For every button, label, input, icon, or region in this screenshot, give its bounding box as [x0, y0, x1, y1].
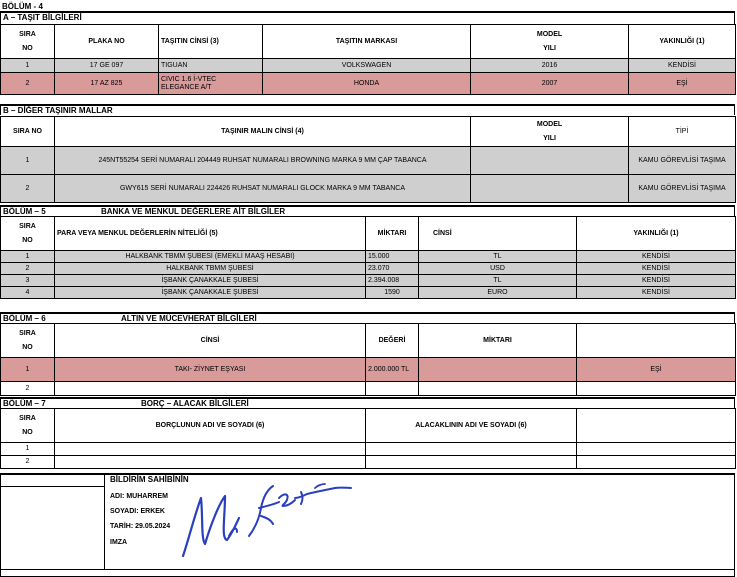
cell-alacakli: [366, 443, 577, 456]
cell-yil: 2016: [471, 59, 629, 73]
cell-sira: 1: [1, 147, 55, 175]
cell-yil: 2007: [471, 73, 629, 95]
bolum7-title-text: BÖLÜM – 7: [3, 399, 46, 408]
header-no: NO: [22, 343, 33, 351]
cell-cins: [55, 382, 366, 396]
table-row: [1, 287, 736, 299]
debt-table: [0, 408, 736, 469]
header-tasinir-cinsi: TAŞINIR MALIN CİNSİ (4): [55, 117, 471, 147]
cell-borclu: [55, 443, 366, 456]
movables-table: [0, 116, 736, 203]
cell-sira: 4: [1, 287, 55, 299]
cell-model: [471, 147, 629, 175]
header-model: MODEL: [536, 30, 563, 38]
cell-borclu: [55, 456, 366, 469]
cell-nitelik: İŞBANK ÇANAKKALE ŞUBESİ: [55, 275, 366, 287]
bolum7-title: [0, 397, 735, 408]
cell-sira: 2: [1, 456, 55, 469]
cell-miktar: [419, 382, 577, 396]
header-yili: YILI: [543, 134, 556, 142]
cell-miktar: 2.394.008: [366, 275, 419, 287]
cell-yakinlik: KENDİSİ: [577, 251, 736, 263]
header-miktari: MİKTARI: [366, 217, 419, 251]
bank-table-header: [1, 217, 736, 251]
header-cinsi: CİNSİ: [55, 324, 366, 358]
cell-yakinlik: KENDİSİ: [577, 263, 736, 275]
header-empty: [577, 324, 736, 358]
cell-cins: TL: [419, 275, 577, 287]
cell-yakinlik: EŞİ: [629, 73, 736, 95]
cell-tipi: KAMU GÖREVLİSİ TAŞIMA: [629, 147, 736, 175]
cell-deger: 2.000.000 TL: [366, 358, 419, 382]
cell-cinsi-line2: ELEGANCE A/T: [161, 83, 212, 91]
owner-title: BİLDİRİM SAHİBİNİN: [110, 475, 189, 484]
section-a-title-text: A – TAŞIT BİLGİLERİ: [3, 13, 82, 22]
cell-sira: 1: [1, 251, 55, 263]
cell-yakinlik: EŞİ: [577, 358, 736, 382]
cell-sira: 1: [1, 358, 55, 382]
header-sira: SIRA: [19, 414, 36, 422]
table-row: [1, 147, 736, 175]
header-cinsi: CİNSİ: [419, 217, 577, 251]
cell-miktar: 15.000: [366, 251, 419, 263]
bolum6-title: [0, 312, 735, 323]
cell-plaka: 17 AZ 825: [55, 73, 159, 95]
cell-sira: 2: [1, 175, 55, 203]
cell-cins: TL: [419, 251, 577, 263]
header-yakinligi: YAKINLIĞI (1): [577, 217, 736, 251]
cell-miktar: 1590: [366, 287, 419, 299]
table-row: [1, 263, 736, 275]
cell-miktar: [419, 358, 577, 382]
header-yakinligi: YAKINLIĞI (1): [629, 25, 736, 59]
table-row: [1, 358, 736, 382]
table-row: [1, 443, 736, 456]
header-empty: [577, 409, 736, 443]
header-tasit-markasi: TAŞITIN MARKASI: [263, 25, 471, 59]
cell-cinsi: GWY615 SERİ NUMARALI 224426 RUHSAT NUMARALI GLOCK MARKA 9 MM TABANCA: [55, 175, 471, 203]
cell-cins: USD: [419, 263, 577, 275]
header-model: MODEL: [536, 120, 563, 128]
header-yili: YILI: [543, 44, 556, 52]
table-row: [1, 251, 736, 263]
cell-sira: 1: [1, 443, 55, 456]
header-sira: SIRA: [19, 329, 36, 337]
cell-cins: TAKI- ZİYNET EŞYASI: [55, 358, 366, 382]
header-no: NO: [22, 44, 33, 52]
cell-model: [471, 175, 629, 203]
bolum5-title-text: BÖLÜM – 5: [3, 207, 46, 216]
section-a-title: [0, 13, 735, 24]
owner-name: ADI: MUHARREM: [110, 493, 168, 500]
bolum6-subtitle: ALTIN VE MÜCEVHERAT BİLGİLERİ: [121, 314, 257, 323]
cell-nitelik: HALKBANK TBMM ŞUBESİ (EMEKLİ MAAŞ HESABI): [55, 251, 366, 263]
cell-nitelik: HALKBANK TBMM ŞUBESİ: [55, 263, 366, 275]
cell-sira: 3: [1, 275, 55, 287]
cell-sira: 2: [1, 382, 55, 396]
cell-sira: 2: [1, 263, 55, 275]
bank-table: [0, 216, 736, 299]
table-row: [1, 73, 736, 95]
cell-empty: [577, 443, 736, 456]
cell-empty: [577, 456, 736, 469]
header-nitelik: PARA VEYA MENKUL DEĞERLERİN NİTELİĞİ (5): [55, 217, 366, 251]
owner-divider-vertical: [104, 475, 105, 569]
owner-signature-label: IMZA: [110, 539, 128, 546]
movables-table-header: [1, 117, 736, 147]
vehicle-table-header: [1, 25, 736, 59]
debt-table-header: [1, 409, 736, 443]
header-sira: SIRA: [19, 222, 36, 230]
bolum5-title: [0, 205, 735, 216]
cell-cins: EURO: [419, 287, 577, 299]
header-no: NO: [22, 428, 33, 436]
bolum4-title: BÖLÜM - 4: [0, 0, 735, 13]
cell-cinsi: 245NT55254 SERİ NUMARALI 204449 RUHSAT NUMARALI BROWNING MARKA 9 MM ÇAP TABANCA: [55, 147, 471, 175]
table-row: [1, 275, 736, 287]
cell-miktar: 23.070: [366, 263, 419, 275]
cell-cinsi: [159, 73, 263, 95]
bolum7-subtitle: BORÇ – ALACAK BİLGİLERİ: [141, 399, 249, 408]
cell-yakinlik: KENDİSİ: [577, 275, 736, 287]
cell-deger: [366, 382, 419, 396]
owner-surname: SOYADI: ERKEK: [110, 508, 165, 515]
cell-marka: VOLKSWAGEN: [263, 59, 471, 73]
cell-plaka: 17 GE 097: [55, 59, 159, 73]
header-sira: SIRA: [19, 30, 36, 38]
header-alacakli: ALACAKLININ ADI VE SOYADI (6): [366, 409, 577, 443]
section-b-title-text: B – DİĞER TAŞINIR MALLAR: [3, 106, 113, 115]
header-plaka: PLAKA NO: [55, 25, 159, 59]
owner-divider-top: [1, 486, 105, 487]
vehicle-table: [0, 24, 736, 95]
handwritten-signature: [175, 478, 355, 563]
cell-yakinlik: [577, 382, 736, 396]
table-row: [1, 382, 736, 396]
cell-sira: 2: [1, 73, 55, 95]
section-b-title: [0, 104, 735, 115]
table-row: [1, 175, 736, 203]
cell-yakinlik: KENDİSİ: [629, 59, 736, 73]
header-borclu: BORÇLUNUN ADI VE SOYADI (6): [55, 409, 366, 443]
table-row: [1, 456, 736, 469]
cell-sira: 1: [1, 59, 55, 73]
cell-cinsi: TIGUAN: [159, 59, 263, 73]
header-tasit-cinsi: TAŞITIN CİNSİ (3): [159, 25, 263, 59]
bolum5-subtitle: BANKA VE MENKUL DEĞERLERE AİT BİLGİLER: [101, 207, 286, 216]
cell-tipi: KAMU GÖREVLİSİ TAŞIMA: [629, 175, 736, 203]
header-miktari: MİKTARI: [419, 324, 577, 358]
gold-table: [0, 323, 736, 396]
owner-divider-bottom: [1, 569, 734, 570]
owner-date: TARİH: 29.05.2024: [110, 523, 171, 530]
table-row: [1, 59, 736, 73]
header-tipi: TİPİ: [629, 117, 736, 147]
cell-yakinlik: KENDİSİ: [577, 287, 736, 299]
cell-nitelik: İŞBANK ÇANAKKALE ŞUBESİ: [55, 287, 366, 299]
bolum6-title-text: BÖLÜM – 6: [3, 314, 46, 323]
header-degeri: DEĞERİ: [366, 324, 419, 358]
gold-table-header: [1, 324, 736, 358]
cell-marka: HONDA: [263, 73, 471, 95]
cell-cinsi-line1: CIVIC 1.6 İ-VTEC: [161, 75, 217, 83]
header-sira-no: SIRA NO: [1, 117, 55, 147]
cell-alacakli: [366, 456, 577, 469]
header-no: NO: [22, 236, 33, 244]
